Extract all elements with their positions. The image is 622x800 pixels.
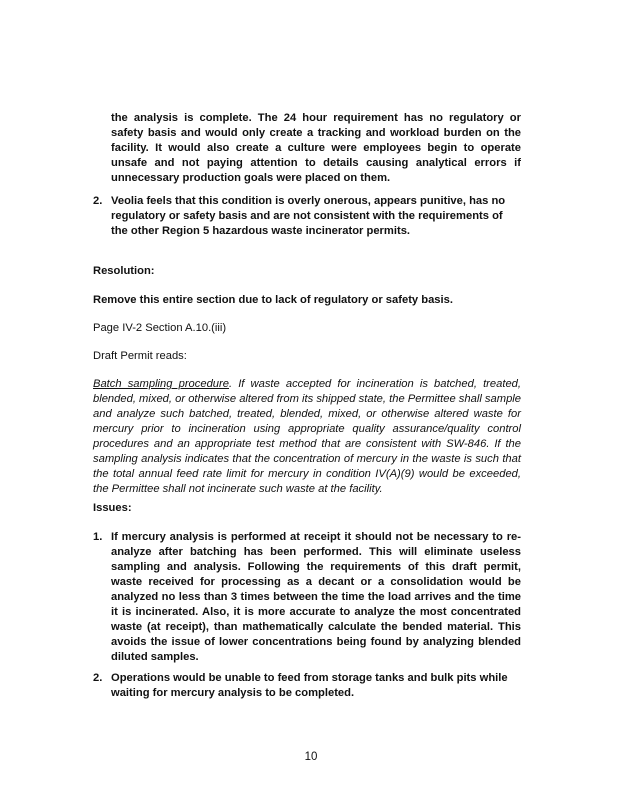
issue-1-paragraph: If mercury analysis is performed at receipt it should not be necessary to re-analyze after batching has been performed. This will eliminate useless sampling and analysis. Following the requirements of this draft permit, waste received for processing as a decant or a consolidation would be analyzed no less than 3 times between the time the load arrives and the time it is incinerated. Also, it is more accurate to analyze the most concentrated waste (at receipt), than mathematically calculate the bended material. This avoids the issue of lower concentrations being found by analyzing blended diluted samples. xyxy=(111,531,521,663)
list-number-2b: 2. xyxy=(93,672,103,684)
continuation-paragraph: the analysis is complete. The 24 hour requirement has no regulatory or safety basis and would only create a tracking and workload burden on the facility. It would also create a culture were employees begin to operate unsafe and not paying attention to details causing analytical errors if unnecessary production goals were placed on them. xyxy=(111,112,521,184)
page-number: 10 xyxy=(304,751,318,763)
issue-2-paragraph: Operations would be unable to feed from storage tanks and bulk pits while waiting for mercury analysis to be completed. xyxy=(111,672,508,699)
list-number-1: 1. xyxy=(93,531,103,543)
issues-heading: Issues: xyxy=(93,502,132,514)
batch-sampling-text: . If waste accepted for incineration is batched, treated, blended, mixed, or otherwise altered from its shipped state, the Permittee shall sample and analyze such batched, treated, blended, mixed, or otherwise altered waste for mercury prior to incineration using appropriate quality assurance/quality control procedures and an appropriate test method that are consistent with SW-846. If the sampling analysis indicates that the concentration of mercury in the waste is such that the total annual feed rate limit for mercury in condition IV(A)(9) would be exceeded, the Permittee shall not incinerate such waste at the facility. xyxy=(93,378,522,495)
resolution-text: Remove this entire section due to lack of regulatory or safety basis. xyxy=(93,294,453,306)
batch-sampling-paragraph xyxy=(93,377,521,497)
batch-sampling-title: Batch sampling procedure xyxy=(93,378,229,390)
condition-onerous-paragraph: Veolia feels that this condition is overly onerous, appears punitive, has no regulatory or safety basis and are not consistent with the requirements of the other Region 5 hazardous waste incinerator permits. xyxy=(111,195,506,237)
list-number-2: 2. xyxy=(93,195,103,207)
resolution-heading: Resolution: xyxy=(93,265,155,277)
page-section-reference: Page IV-2 Section A.10.(iii) xyxy=(93,322,227,334)
draft-permit-reads: Draft Permit reads: xyxy=(93,350,187,362)
